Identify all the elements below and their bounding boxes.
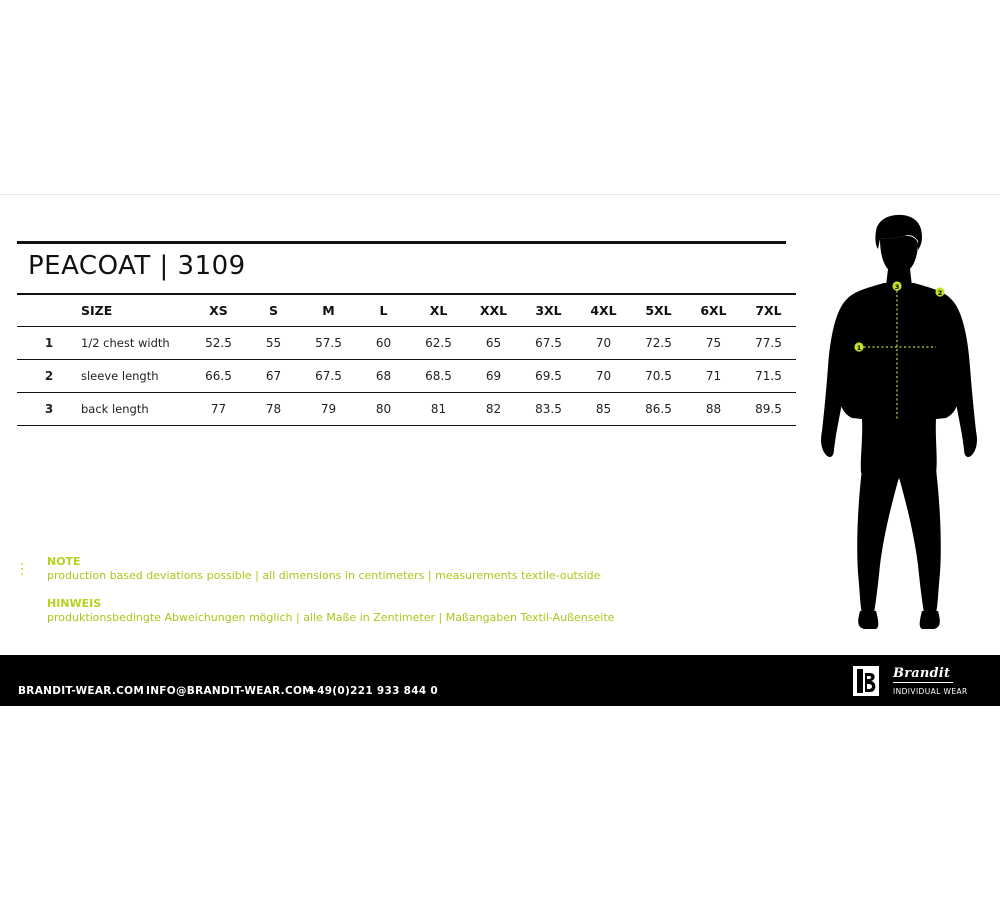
value-cell: 71.5 (741, 359, 796, 392)
table-row (17, 326, 796, 359)
row-label: sleeve length (81, 359, 191, 392)
torso-shape (838, 283, 960, 475)
title-rule (17, 241, 786, 244)
header-cell-5xl: 5XL (631, 294, 686, 326)
row-number: 3 (17, 392, 81, 425)
header-cell-s: S (246, 294, 301, 326)
value-cell: 70 (576, 359, 631, 392)
row-number: 1 (17, 326, 81, 359)
value-cell: 67.5 (301, 359, 356, 392)
row-number: 2 (17, 359, 81, 392)
note-text: produktionsbedingte Abweichungen möglich | alle Maße in Zentimeter | Maßangaben Textil-Außenseite (47, 611, 615, 624)
value-cell: 78 (246, 392, 301, 425)
value-cell: 79 (301, 392, 356, 425)
value-cell: 57.5 (301, 326, 356, 359)
value-cell: 80 (356, 392, 411, 425)
value-cell: 72.5 (631, 326, 686, 359)
phone-number[interactable]: +49(0)221 933 844 0 (308, 685, 439, 697)
value-cell: 60 (356, 326, 411, 359)
value-cell: 68 (356, 359, 411, 392)
table-row (17, 392, 796, 425)
table-row (17, 359, 796, 392)
note-german (47, 597, 614, 624)
value-cell: 77.5 (741, 326, 796, 359)
brandit-b-logo-icon (853, 666, 879, 696)
dotted-accent-line (20, 563, 26, 578)
brand-divider (893, 682, 953, 683)
value-cell: 67.5 (521, 326, 576, 359)
marker-3-label: 3 (894, 283, 900, 291)
website-link[interactable]: BRANDIT-WEAR.COM (18, 685, 145, 697)
value-cell: 55 (246, 326, 301, 359)
note-heading: NOTE (47, 555, 81, 568)
right-foot-shape (920, 611, 940, 629)
table-header-row (17, 294, 796, 326)
value-cell: 67 (246, 359, 301, 392)
brand-tagline: INDIVIDUAL WEAR (893, 687, 968, 696)
value-cell: 69 (466, 359, 521, 392)
header-cell (17, 294, 81, 326)
value-cell: 69.5 (521, 359, 576, 392)
row-label: 1/2 chest width (81, 326, 191, 359)
value-cell: 70.5 (631, 359, 686, 392)
value-cell: 82 (466, 392, 521, 425)
size-table (17, 293, 796, 426)
value-cell: 77 (191, 392, 246, 425)
left-leg-shape (857, 469, 900, 613)
header-cell-size: SIZE (81, 294, 191, 326)
header-cell-m: M (301, 294, 356, 326)
value-cell: 71 (686, 359, 741, 392)
value-cell: 86.5 (631, 392, 686, 425)
marker-1-label: 1 (856, 344, 862, 352)
header-cell-7xl: 7XL (741, 294, 796, 326)
value-cell: 83.5 (521, 392, 576, 425)
value-cell: 65 (466, 326, 521, 359)
header-cell-3xl: 3XL (521, 294, 576, 326)
header-cell-6xl: 6XL (686, 294, 741, 326)
product-title: PEACOAT | 3109 (28, 251, 246, 281)
value-cell: 89.5 (741, 392, 796, 425)
footer-bar (0, 655, 1000, 706)
value-cell: 75 (686, 326, 741, 359)
header-cell-xxl: XXL (466, 294, 521, 326)
value-cell: 68.5 (411, 359, 466, 392)
value-cell: 70 (576, 326, 631, 359)
value-cell: 88 (686, 392, 741, 425)
value-cell: 81 (411, 392, 466, 425)
note-text: production based deviations possible | all dimensions in centimeters | measurements textile-outside (47, 569, 601, 582)
brand-name: Brandit (893, 666, 951, 681)
body-measurement-figure (814, 213, 984, 633)
size-chart-card (0, 194, 1000, 705)
header-cell-4xl: 4XL (576, 294, 631, 326)
header-cell-l: L (356, 294, 411, 326)
value-cell: 52.5 (191, 326, 246, 359)
left-foot-shape (858, 611, 878, 629)
header-cell-xl: XL (411, 294, 466, 326)
value-cell: 62.5 (411, 326, 466, 359)
marker-2-label: 2 (937, 289, 943, 297)
right-leg-shape (898, 469, 941, 613)
note-english (47, 555, 600, 582)
row-label: back length (81, 392, 191, 425)
value-cell: 66.5 (191, 359, 246, 392)
email-link[interactable]: INFO@BRANDIT-WEAR.COM (146, 685, 313, 697)
value-cell: 85 (576, 392, 631, 425)
header-cell-xs: XS (191, 294, 246, 326)
note-heading: HINWEIS (47, 597, 102, 610)
